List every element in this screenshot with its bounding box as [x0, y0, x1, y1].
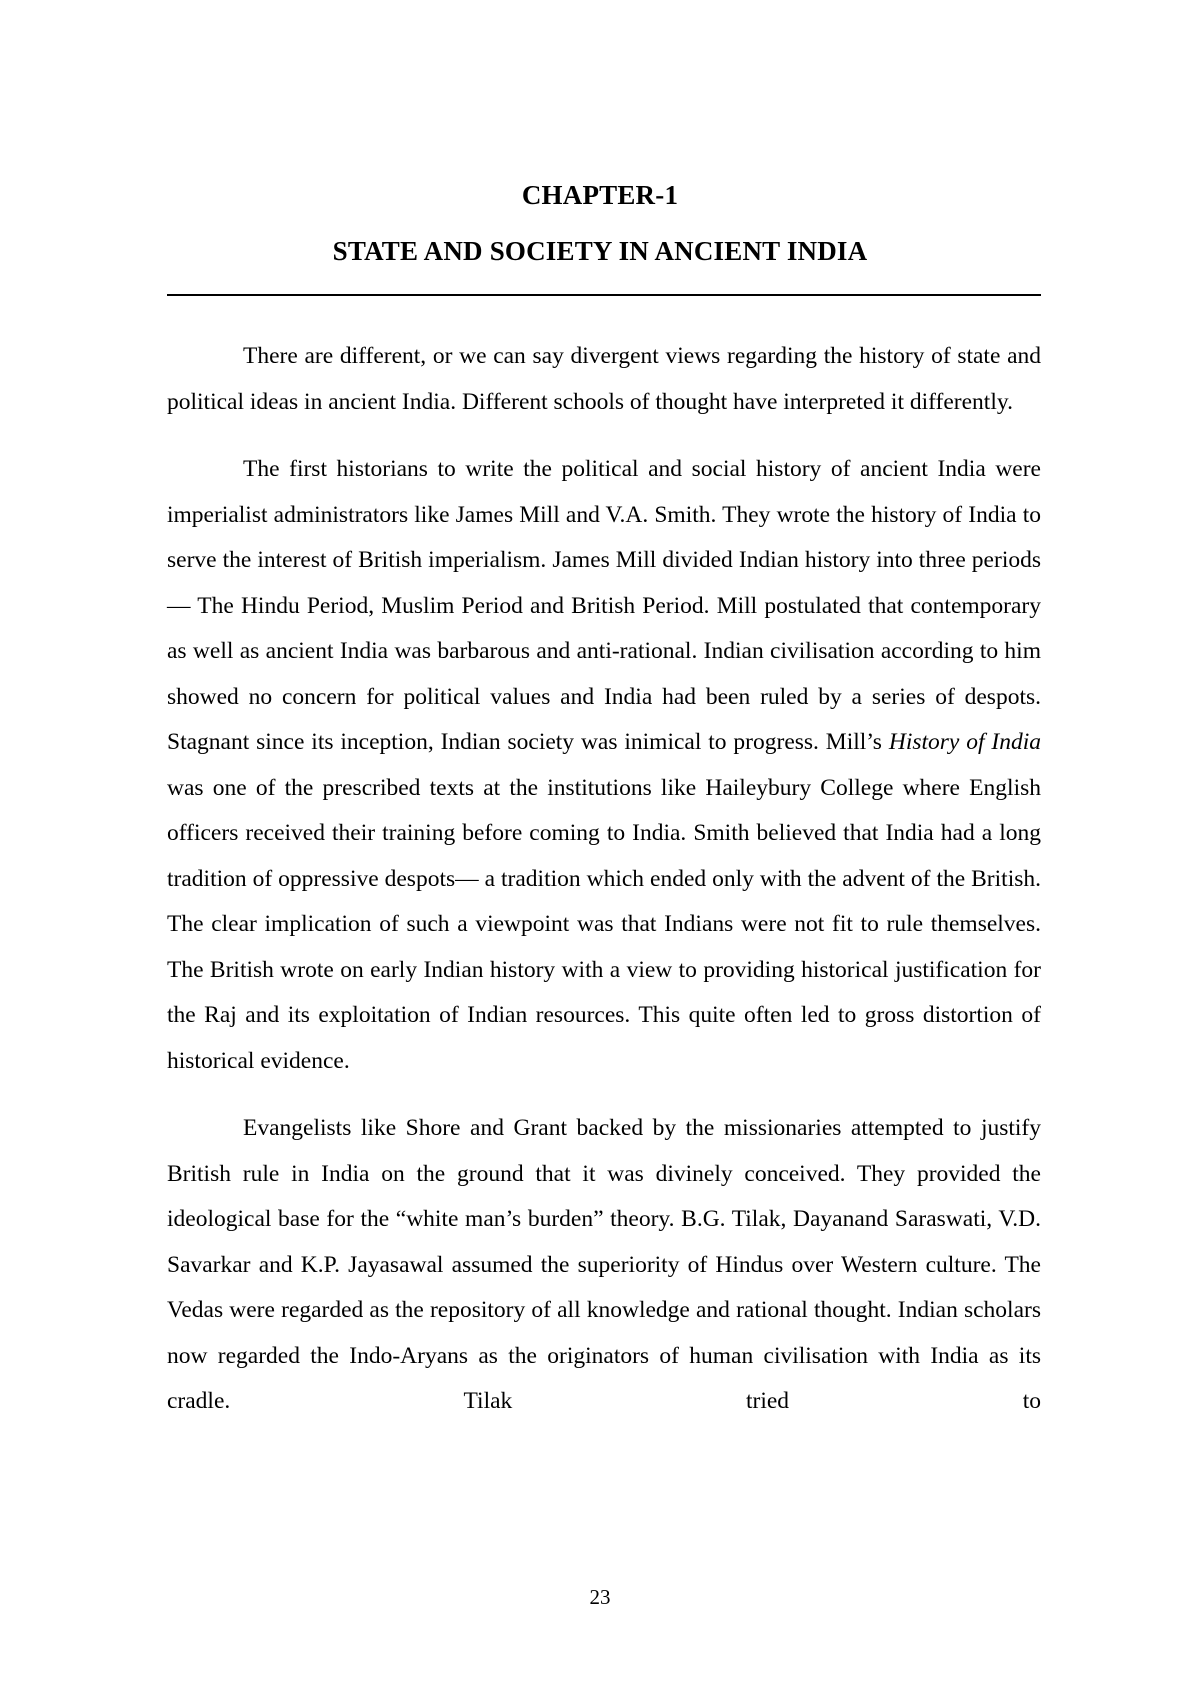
- chapter-number: CHAPTER-1: [521, 180, 679, 210]
- paragraph-2-part-b: was one of the prescribed texts at the institutions like Haileybury College where English officers received their training before coming to India. Smith believed that India had a long tradition of oppressive despots— a tradition which ended only with the advent of the British. The clear implication of such a viewpoint was that Indians were not fit to rule themselves. The British wrote on early Indian history with a view to providing historical justification for the Raj and its exploitation of Indian resources. This quite often led to gross distortion of historical evidence.: [167, 774, 1041, 1074]
- page-number: 23: [589, 1585, 611, 1609]
- chapter-title: STATE AND SOCIETY IN ANCIENT INDIA: [332, 236, 868, 266]
- book-title: History of India: [888, 729, 1041, 755]
- body-text: [167, 334, 1041, 1447]
- title-divider: [167, 294, 1041, 296]
- paragraph-3: Evangelists like Shore and Grant backed by the missionaries attempted to justify British rule in India on the ground that it was divinely conceived. They provided the ideological base for the “white man’s burden” theory. B.G. Tilak, Dayanand Saraswati, V.D. Savarkar and K.P. Jayasawal assumed the superiority of Hindus over Western culture. The Vedas were regarded as the repository of all knowledge and rational thought. Indian scholars now regarded the Indo-Aryans as the originators of human civilisation with India as its cradle. Tilak tried to: [167, 1115, 1041, 1414]
- paragraph-2: [167, 447, 1041, 1084]
- paragraph-2-part-a: The first historians to write the political and social history of ancient India were imperialist administrators like James Mill and V.A. Smith. They wrote the history of India to serve the interest of British imperialism. James Mill divided Indian history into three periods— The Hindu Period, Muslim Period and British Period. Mill postulated that contemporary as well as ancient India was barbarous and anti-rational. Indian civilisation according to him showed no concern for political values and India had been ruled by a series of despots. Stagnant since its inception, Indian society was inimical to progress. Mill’s: [167, 456, 1041, 755]
- paragraph-1: There are different, or we can say divergent views regarding the history of state and political ideas in ancient India. Different schools of thought have interpreted it differently.: [167, 343, 1041, 415]
